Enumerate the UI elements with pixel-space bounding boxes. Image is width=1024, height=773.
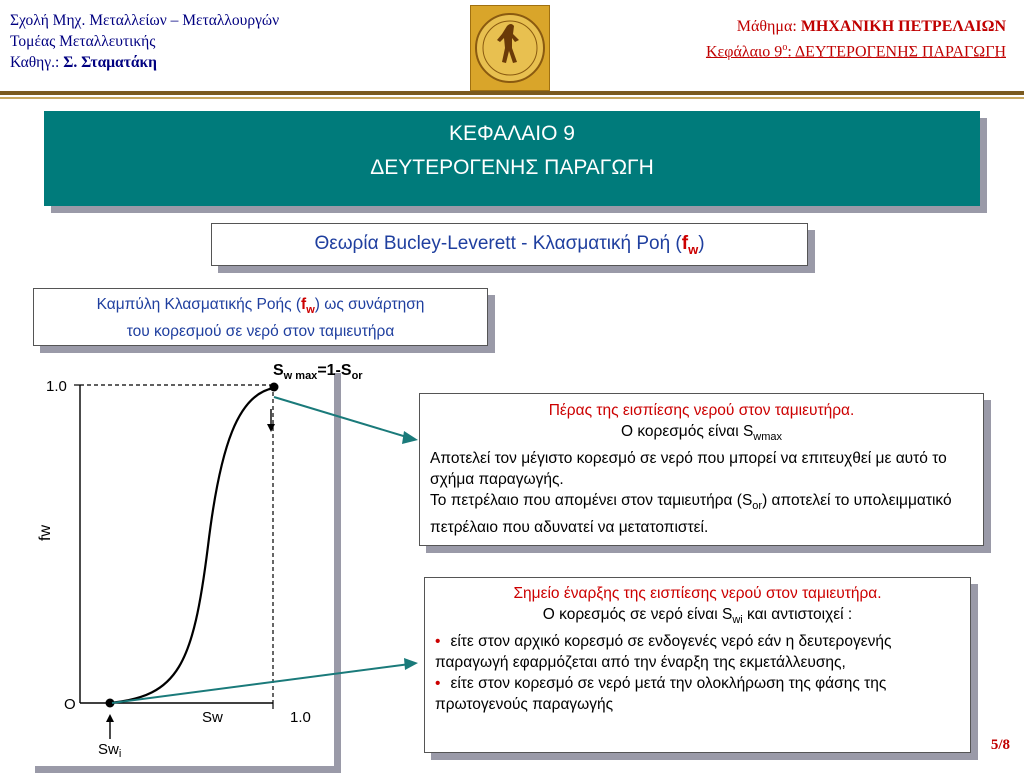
x-right-label: 1.0 [290,709,311,726]
school-name: Σχολή Μηχ. Μεταλλείων – Μεταλλουργών [10,12,280,29]
professor-line: Καθηγ.: Σ. Σταματάκη [10,54,157,71]
note2-bullet2: • είτε στον κορεσμό σε νερό μετά την ολοκλήρωση της φάσης της πρωτογενούς παραγωγής [435,675,887,714]
arrow-to-note2 [112,664,410,703]
note1-paragraph1: Αποτελεί τον μέγιστο κορεσμό σε νερό που μπορεί να επιτευχθεί με αυτό το σχήμα παραγωγής. [430,450,947,489]
y-top-label: 1.0 [46,378,67,395]
y-origin-label: O [64,696,76,713]
chapter-number: ΚΕΦΑΛΑΙΟ 9 [449,122,575,145]
arrow-to-note1 [274,397,410,438]
note1-saturation: Ο κορεσμός είναι $S_{wmax}$ [620,423,783,444]
professor-name: Σ. Σταματάκη [63,54,157,71]
chapter-title: ΔΕΥΤΕΡΟΓΕΝΗΣ ΠΑΡΑΓΩΓΗ [370,156,654,179]
y-axis-label: fw [37,525,54,541]
note2-heading: Σημείο έναρξης της εισπίεσης νερού στον ταμιευτήρα. [513,585,882,602]
note-swi-box [424,577,971,753]
note2-bullet1: • είτε στον αρχικό κορεσμό σε ενδογενές νερό εάν η δευτερογενής παραγωγή εφαρμόζεται από την έναρξη της εκμετάλλευσης, [435,633,892,672]
swi-label: $Sw_i$ [98,741,122,760]
chapter-line: Κεφάλαιο $9^o$: ΔΕΥΤΕΡΟΓΕΝΗΣ ΠΑΡΑΓΩΓΗ [705,42,1006,61]
note-swmax-box [419,393,984,546]
note1-heading: Πέρας της εισπίεσης νερού στον ταμιευτήρα. [548,402,855,419]
section-title: Θεωρία Bucley-Leverett - Κλασματική Ροή $(f_w)$ [211,223,808,266]
note1-paragraph2: Το πετρέλαιο που απομένει στον ταμιευτήρα $(S_{or})$ αποτελεί το υπολειμματικό πετρέλαιο που αδυνατεί να μετατοπιστεί. [430,492,952,537]
department-name: Τομέας Μεταλλευτικής [10,33,156,50]
course-line: Μάθημα: ΜΗΧΑΝΙΚΗ ΠΕΤΡΕΛΑΙΩΝ [736,18,1006,35]
course-name: ΜΗΧΑΝΙΚΗ ΠΕΤΡΕΛΑΙΩΝ [800,18,1006,35]
swmax-formula-label: $S_{w max}=1-S_{or}$ [273,362,363,383]
page-number: 5/8 [990,737,1010,753]
x-axis-label: Sw [202,709,223,726]
figure-caption: Καμπύλη Κλασματικής Ροής $(f_w)$ ως συνάρτηση του κορεσμού σε νερό στον ταμιευτήρα [33,288,488,346]
note2-saturation: Ο κορεσμός σε νερό είναι $S_{wi}$ και αντιστοιχεί : [542,606,853,627]
